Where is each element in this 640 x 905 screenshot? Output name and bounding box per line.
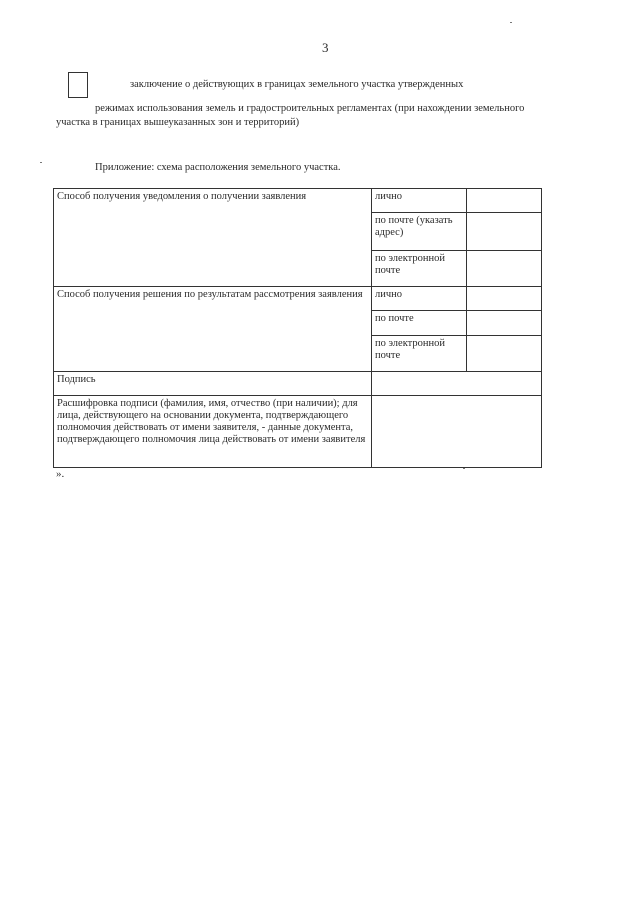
- option-text-line3: участка в границах вышеуказанных зон и территорий): [56, 117, 300, 128]
- option-by-email-checkbox[interactable]: [467, 251, 542, 287]
- scan-speck: [510, 22, 512, 23]
- option-by-mail-label: по почте (указать адрес): [372, 213, 467, 251]
- appendix-note: Приложение: схема расположения земельного участка.: [95, 162, 341, 173]
- scan-speck: [463, 468, 465, 469]
- decision-by-email-label: по электронной почте: [372, 336, 467, 372]
- option-checkbox[interactable]: [68, 72, 88, 98]
- delivery-method-table: [53, 188, 542, 468]
- table-row: [54, 372, 542, 396]
- closing-quote: ».: [56, 468, 65, 480]
- option-in-person-label: лично: [372, 189, 467, 213]
- decision-by-email-checkbox[interactable]: [467, 336, 542, 372]
- signature-decode-label: Расшифровка подписи (фамилия, имя, отчество (при наличии); для лица, действующего на основании документа, подтверждающего полномочия действовать от имени заявителя, - данные документа, подтверждающего полномочия лица действовать от имени заявителя: [54, 396, 372, 468]
- signature-decode-field[interactable]: [372, 396, 542, 468]
- decision-in-person-label: лично: [372, 287, 467, 311]
- option-in-person-checkbox[interactable]: [467, 189, 542, 213]
- page-number: 3: [322, 40, 329, 55]
- decision-by-mail-checkbox[interactable]: [467, 311, 542, 336]
- scan-speck: [40, 162, 42, 163]
- table-row: [54, 287, 542, 311]
- option-text-line1: заключение о действующих в границах земельного участка утвержденных: [130, 79, 464, 90]
- option-by-mail-checkbox[interactable]: [467, 213, 542, 251]
- signature-field[interactable]: [372, 372, 542, 396]
- option-text-line2: режимах использования земель и градостроительных регламентах (при нахождении земельного: [95, 103, 525, 114]
- decision-in-person-checkbox[interactable]: [467, 287, 542, 311]
- decision-by-mail-label: по почте: [372, 311, 467, 336]
- table-row: [54, 396, 542, 468]
- option-by-email-label: по электронной почте: [372, 251, 467, 287]
- table-row: [54, 189, 542, 213]
- notification-method-label: Способ получения уведомления о получении заявления: [54, 189, 372, 287]
- decision-method-label: Способ получения решения по результатам рассмотрения заявления: [54, 287, 372, 372]
- signature-label: Подпись: [54, 372, 372, 396]
